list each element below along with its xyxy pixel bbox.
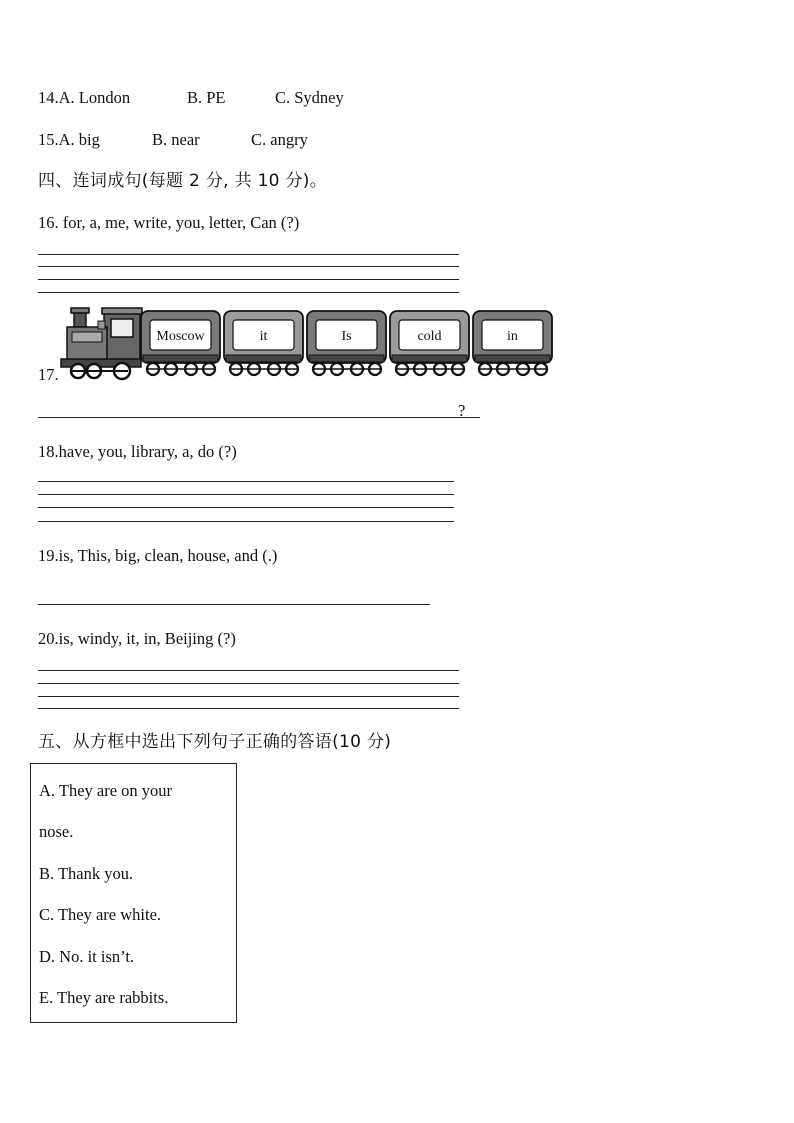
option-a: A. London [58,88,131,107]
answer-line[interactable] [38,279,459,280]
question-17-number: 17. [38,365,59,384]
question-15 [38,130,308,150]
answer-options-box [30,763,237,1023]
train-car [224,311,303,375]
train-car [473,311,552,375]
section-5-heading: 五、从方框中选出下列句子正确的答语(10 分) [38,732,392,752]
train-car-word: Is [341,329,352,344]
answer-line[interactable] [38,696,459,697]
answer-line[interactable] [38,254,459,255]
end-mark: ? [458,401,466,420]
train-car [390,311,469,375]
option-b: B. near [152,130,200,149]
section-4-heading: 四、连词成句(每题 2 分, 共 10 分)。 [38,171,328,191]
answer-line[interactable] [38,670,459,671]
train-car [307,311,386,375]
answer-line[interactable] [38,481,454,482]
option-a: A. big [58,130,100,149]
option-b: B. Thank you. [39,864,134,883]
option-b: B. PE [187,88,226,107]
answer-line[interactable] [38,494,454,495]
question-19: 19.is, This, big, clean, house, and (.) [38,546,278,565]
train-cars [141,311,552,375]
train-car-word: cold [417,329,442,344]
train-car-word: it [259,329,268,344]
option-c: C. Sydney [275,88,344,107]
answer-line[interactable] [38,683,459,684]
question-20: 20.is, windy, it, in, Beijing (?) [38,629,236,648]
option-a-line2: nose. [39,822,74,841]
train-car-word: in [507,329,518,344]
question-18: 18.have, you, library, a, do (?) [38,442,237,461]
option-c: C. angry [251,130,308,149]
question-number: 14. [38,88,59,107]
answer-line[interactable] [38,521,454,522]
answer-line[interactable] [38,266,459,267]
option-d: D. No. it isn’t. [39,947,135,966]
answer-line[interactable] [38,604,430,605]
answer-line[interactable] [38,507,454,508]
answer-line[interactable] [38,417,480,418]
option-a-line1: A. They are on your [39,781,173,800]
option-c: C. They are white. [39,905,162,924]
question-14 [38,88,344,108]
train-car-word: Moscow [156,329,205,344]
question-16: 16. for, a, me, write, you, letter, Can (?) [38,213,300,232]
question-number: 15. [38,130,59,149]
train-illustration [58,303,563,383]
locomotive-icon [61,308,142,379]
train-car [141,311,220,375]
answer-line[interactable] [38,708,459,709]
option-e: E. They are rabbits. [39,988,169,1007]
answer-line[interactable] [38,292,459,293]
